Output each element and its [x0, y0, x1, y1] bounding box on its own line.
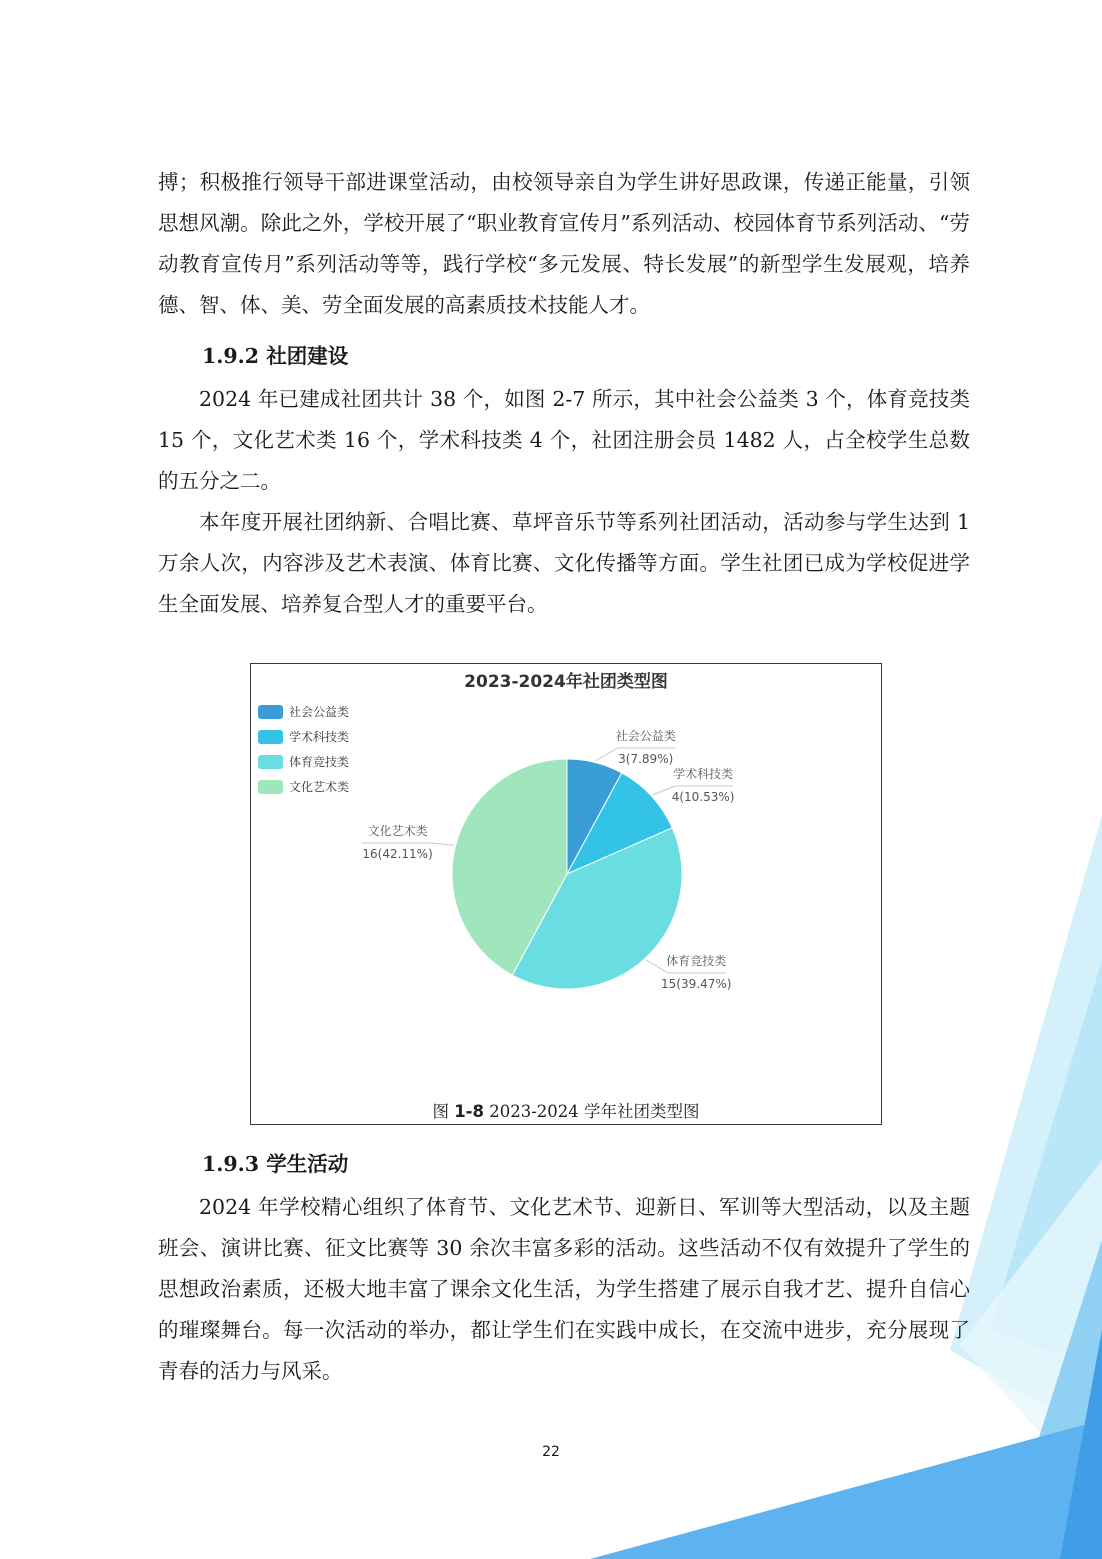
paragraph-clubs-count: 2024 年已建成社团共计 38 个，如图 2-7 所示，其中社会公益类 3 个，体育竞技类 15 个，文化艺术类 16 个，学术科技类 4 个，社团注册会员 1482 人，占全校学生总数的五分之二。	[158, 387, 970, 493]
legend-label: 体育竞技类	[289, 755, 350, 769]
slice-label-value: 3(7.89%)	[618, 752, 674, 766]
page-content-lower	[158, 1144, 970, 1392]
club-type-figure	[250, 663, 882, 1125]
slice-label-name: 文化艺术类	[367, 824, 428, 838]
figure-caption: 图 1-8 2023-2024 学年社团类型图	[432, 1102, 700, 1121]
legend-label: 学术科技类	[289, 730, 350, 744]
pie-chart	[251, 664, 881, 1094]
section-heading-193: 1.9.3 学生活动	[202, 1152, 349, 1176]
paragraph-intro: 搏；积极推行领导干部进课堂活动，由校领导亲自为学生讲好思政课，传递正能量，引领思想风潮。除此之外，学校开展了“职业教育宣传月”系列活动、校园体育节系列活动、“劳动教育宣传月”系列活动等等，践行学校“多元发展、特长发展”的新型学生发展观，培养德、智、体、美、劳全面发展的高素质技术技能人才。	[158, 170, 970, 317]
legend-label: 文化艺术类	[289, 780, 350, 794]
leader-line	[362, 843, 454, 845]
slice-label-name: 社会公益类	[615, 729, 676, 743]
slice-label-name: 学术科技类	[673, 767, 734, 781]
slice-label-value: 4(10.53%)	[671, 790, 735, 804]
page-content	[158, 0, 970, 625]
slice-label-value: 16(42.11%)	[362, 847, 433, 861]
chart-title: 2023-2024年社团类型图	[464, 672, 668, 692]
paragraph-clubs-activities: 本年度开展社团纳新、合唱比赛、草坪音乐节等系列社团活动，活动参与学生达到 1 万余人次，内容涉及艺术表演、体育比赛、文化传播等方面。学生社团已成为学校促进学生全面发展、培养复合型人才的重要平台。	[158, 510, 970, 616]
deco-triangle-5	[590, 1420, 1102, 1559]
page-number: 22	[542, 1444, 560, 1460]
section-heading-192: 1.9.2 社团建设	[202, 344, 349, 368]
slice-label-name: 体育竞技类	[666, 954, 727, 968]
slice-label-value: 15(39.47%)	[661, 977, 732, 991]
paragraph-student-activities: 2024 年学校精心组织了体育节、文化艺术节、迎新日、军训等大型活动，以及主题班会、演讲比赛、征文比赛等 30 余次丰富多彩的活动。这些活动不仅有效提升了学生的思想政治素质，还极大地丰富了课余文化生活，为学生搭建了展示自我才艺、提升自信心的璀璨舞台。每一次活动的举办，都让学生们在实践中成长，在交流中进步，充分展现了青春的活力与风采。	[158, 1195, 970, 1383]
legend-label: 社会公益类	[289, 705, 350, 719]
